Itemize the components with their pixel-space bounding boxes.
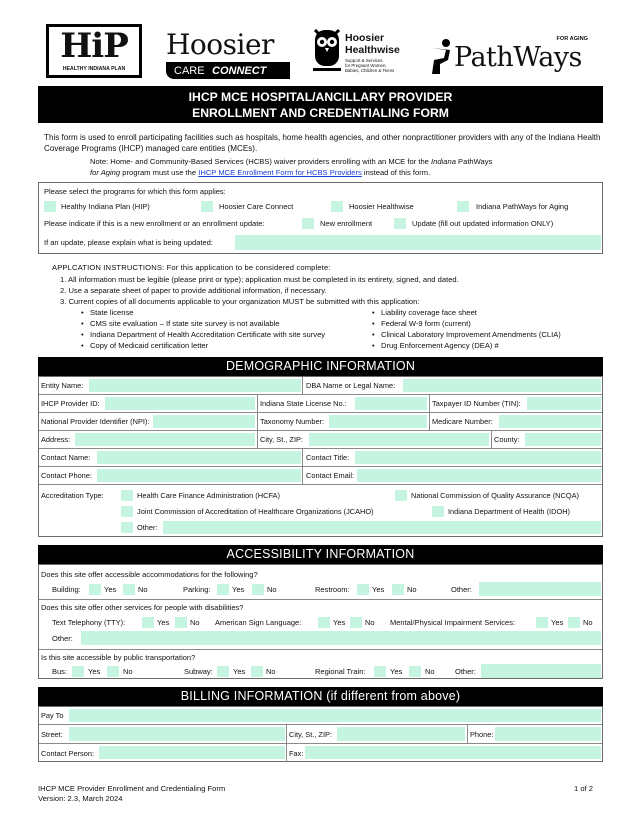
footer-version: Version: 2.3, March 2024 [38,794,123,803]
healthwise-logo-line2: Healthwise [345,44,400,56]
doc-bullet: • CMS site evaluation – If state site survey is not available [90,319,280,328]
contact-phone-label: Contact Phone: [41,471,92,480]
provider-id-label: IHCP Provider ID: [41,399,100,408]
parking-label: Parking: [183,585,211,594]
tin-field[interactable] [527,397,601,410]
hoosier-care-connect-checkbox[interactable] [201,201,213,212]
hoosier-healthwise-option-label: Hoosier Healthwise [349,202,414,211]
parking-yes-checkbox[interactable] [217,584,229,595]
healthwise-logo-sub1: Support & Services [345,58,383,63]
programs-prompt: Please select the programs for which this form applies: [44,187,226,196]
billing-phone-label: Phone: [470,729,494,739]
instruction-2: 2. Use a separate sheet of paper to provide additional information, if necessary. [60,286,327,295]
county-label: County: [494,435,520,444]
subway-no-label: No [266,667,276,676]
contact-name-field[interactable] [97,451,301,464]
other-transport-label: Other: [455,667,476,676]
entity-name-label: Entity Name: [41,381,84,390]
contact-title-field[interactable] [355,451,601,464]
parking-yes-label: Yes [232,585,245,594]
asl-no-checkbox[interactable] [350,617,362,628]
billing-street-label: Street: [41,729,63,739]
restroom-yes-checkbox[interactable] [357,584,369,595]
accessibility-header: ACCESSIBILITY INFORMATION [38,545,603,564]
intro-paragraph: This form is used to enroll participating facilities such as hospitals, home health agencies, and other nonpractitioner providers with any of the Indiana Health Coverage Programs (IHCP) managed care entities (MCEs). [44,133,601,153]
tty-label: Text Telephony (TTY): [52,618,126,627]
medicare-field[interactable] [499,415,601,428]
enrollment-type-prompt: Please indicate if this is a new enrollment or an enrollment update: [44,219,265,228]
building-no-checkbox[interactable] [123,584,135,595]
accreditation-type-label: Accreditation Type: [41,491,104,500]
doc-bullet: • Federal W-9 form (current) [381,319,471,328]
jcaho-label: Joint Commission of Accreditation of Healthcare Organizations (JCAHO) [137,507,374,516]
instruction-1: 1. All information must be legible (please print or type); application must be completed in its entirety, signed, and dated. [60,275,459,284]
building-label: Building: [52,585,81,594]
mental-yes-checkbox[interactable] [536,617,548,628]
hoosier-healthwise-logo [313,26,408,78]
update-explain-label: If an update, please explain what is being updated: [44,238,213,247]
programs-section [38,182,603,254]
tty-yes-label: Yes [157,618,170,627]
doc-bullet: • Copy of Medicaid certification letter [90,341,208,350]
restroom-yes-label: Yes [372,585,385,594]
billing-fax-label: Fax: [289,748,304,758]
pay-to-label: Pay To [41,711,64,720]
billing-contact-label: Contact Person: [41,748,94,758]
train-label: Regional Train: [315,667,366,676]
doc-bullet: • Drug Enforcement Agency (DEA) # [381,341,499,350]
doc-bullet: • Clinical Laboratory Improvement Amendments (CLIA) [381,330,561,339]
provider-id-field[interactable] [105,397,255,410]
pathways-checkbox[interactable] [457,201,469,212]
billing-city-field[interactable] [337,727,465,741]
dba-field[interactable] [403,379,601,392]
asl-label: American Sign Language: [215,618,302,627]
new-enrollment-label: New enrollment [320,219,373,228]
billing-phone-field[interactable] [495,727,601,741]
other-accommodation-field[interactable] [479,582,601,596]
other-transport-field[interactable] [481,664,601,678]
update-explain-field[interactable] [235,235,601,250]
parking-no-label: No [267,585,277,594]
doc-bullet: • Indiana Department of Health Accreditation Certificate with site survey [90,330,325,339]
medicare-label: Medicare Number: [432,417,493,426]
update-label: Update (fill out updated information ONLY) [412,219,554,228]
building-yes-checkbox[interactable] [89,584,101,595]
care-logo-text: CARE [174,64,205,77]
billing-city-label: City, St., ZIP: [289,729,332,739]
mental-no-checkbox[interactable] [568,617,580,628]
hip-logo [46,24,142,78]
entity-name-field[interactable] [89,379,301,392]
tty-no-label: No [190,618,200,627]
dba-label: DBA Name or Legal Name: [306,381,396,390]
address-field[interactable] [75,433,255,446]
hip-checkbox[interactable] [44,201,56,212]
contact-name-label: Contact Name: [41,453,91,462]
license-field[interactable] [355,397,427,410]
doc-bullet: • State license [90,308,133,317]
subway-yes-checkbox[interactable] [217,666,229,677]
healthwise-logo-sub3: Babies, Children & Teens [345,68,395,73]
tty-yes-checkbox[interactable] [142,617,154,628]
idoh-label: Indiana Department of Health (IDOH) [448,507,570,516]
contact-email-label: Contact Email: [306,471,355,480]
instructions-heading: APPLCATION INSTRUCTIONS: For this application to be considered complete: [52,263,331,272]
hcfa-label: Health Care Finance Administration (HCFA) [137,491,280,500]
bus-label: Bus: [52,667,68,676]
doc-bullet: • Liability coverage face sheet [381,308,477,317]
asl-yes-checkbox[interactable] [318,617,330,628]
mental-yes-label: Yes [551,618,564,627]
subway-yes-label: Yes [233,667,246,676]
other-accreditation-label: Other: [137,523,158,532]
hoosier-care-connect-logo [166,30,290,80]
train-yes-label: Yes [390,667,403,676]
bus-yes-checkbox[interactable] [72,666,84,677]
bus-no-label: No [123,667,133,676]
other-accommodation-label: Other: [451,585,472,594]
bus-yes-label: Yes [88,667,101,676]
update-checkbox[interactable] [394,218,406,229]
pathways-logo-text: PathWays [454,42,582,73]
subway-label: Subway: [184,667,213,676]
other-service-label: Other: [52,634,73,643]
hoosier-logo-text: Hoosier [166,28,274,61]
jcaho-checkbox[interactable] [121,506,133,517]
hip-logo-subtitle: HEALTHY INDIANA PLAN [62,66,126,72]
demographic-section [38,376,603,537]
form-title-bar [38,86,603,123]
form-title-line2: ENROLLMENT AND CREDENTIALING FORM [192,106,449,120]
hip-option-label: Healthy Indiana Plan (HIP) [61,202,150,211]
new-enrollment-checkbox[interactable] [302,218,314,229]
billing-contact-field[interactable] [99,746,285,759]
restroom-no-checkbox[interactable] [392,584,404,595]
billing-street-field[interactable] [69,727,285,741]
train-no-checkbox[interactable] [409,666,421,677]
hcbs-note: Note: Home- and Community-Based Services (HCBS) waiver providers enrolling with an MCE for the Indiana PathWays for Aging program must use the IHCP MCE Enrollment Form for HCBS Providers instead of this form. [90,157,493,177]
train-yes-checkbox[interactable] [374,666,386,677]
other-service-field[interactable] [81,631,601,645]
other-accreditation-field[interactable] [163,521,601,534]
parking-no-checkbox[interactable] [252,584,264,595]
npi-label: National Provider Identifier (NPI): [41,417,150,426]
healthwise-logo-line1: Hoosier [345,32,385,44]
billing-header: BILLING INFORMATION (if different from above) [38,687,603,706]
ncqa-checkbox[interactable] [395,490,407,501]
mental-no-label: No [583,618,593,627]
train-no-label: No [425,667,435,676]
demographic-header: DEMOGRAPHIC INFORMATION [38,357,603,376]
contact-title-label: Contact Title: [306,453,350,462]
pay-to-field[interactable] [69,709,601,722]
taxonomy-field[interactable] [329,415,427,428]
accessibility-section [38,564,603,679]
pathways-option-label: Indiana PathWays for Aging [476,202,569,211]
transport-question: Is this site accessible by public transportation? [41,653,196,662]
restroom-label: Restroom: [315,585,350,594]
billing-section [38,706,603,762]
mental-services-label: Mental/Physical Impairment Services: [390,618,516,627]
hoosier-healthwise-checkbox[interactable] [331,201,343,212]
idoh-checkbox[interactable] [432,506,444,517]
hcbs-enrollment-form-link[interactable]: IHCP MCE Enrollment Form for HCBS Providers [198,167,362,177]
ncqa-label: National Commission of Quality Assurance (NCQA) [411,491,579,500]
form-title-line1: IHCP MCE HOSPITAL/ANCILLARY PROVIDER [188,90,453,104]
hip-logo-mark: HiP [60,26,128,66]
building-no-label: No [138,585,148,594]
asl-no-label: No [365,618,375,627]
owl-icon [313,26,341,76]
asl-yes-label: Yes [333,618,346,627]
footer-page-number: 1 of 2 [574,784,593,793]
bus-no-checkbox[interactable] [107,666,119,677]
contact-email-field[interactable] [357,469,601,482]
other-accreditation-checkbox[interactable] [121,522,133,533]
tin-label: Taxpayer ID Number (TIN): [432,399,521,408]
pathways-logo [430,36,592,80]
instruction-3: 3. Current copies of all documents applicable to your organization MUST be submitted with this application: [60,297,420,306]
city-label: City, St., ZIP: [260,435,303,444]
address-label: Address: [41,435,71,444]
taxonomy-label: Taxonomy Number: [260,417,325,426]
restroom-no-label: No [407,585,417,594]
npi-field[interactable] [153,415,255,428]
subway-no-checkbox[interactable] [251,666,263,677]
county-field[interactable] [525,433,601,446]
city-field[interactable] [309,433,489,446]
license-label: Indiana State License No.: [260,399,347,408]
footer-form-title: IHCP MCE Provider Enrollment and Credentialing Form [38,784,226,793]
services-question: Does this site offer other services for people with disabilities? [41,603,244,612]
hoosier-care-connect-option-label: Hoosier Care Connect [219,202,294,211]
connect-logo-text: CONNECT [212,64,267,77]
healthwise-logo-sub2: for Pregnant Women, [345,63,387,68]
accommodations-question: Does this site offer accessible accommodations for the following? [41,570,258,579]
tty-no-checkbox[interactable] [175,617,187,628]
contact-phone-field[interactable] [97,469,301,482]
hcfa-checkbox[interactable] [121,490,133,501]
pathways-mark-icon [430,38,454,76]
for-aging-text: FOR AGING [556,36,588,42]
building-yes-label: Yes [104,585,117,594]
billing-fax-field[interactable] [305,746,601,759]
